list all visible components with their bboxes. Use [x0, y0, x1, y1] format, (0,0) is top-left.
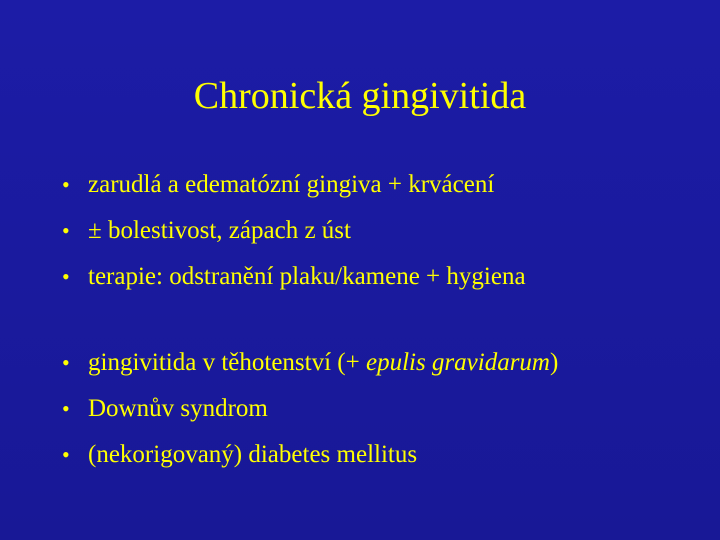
list-item — [0, 162, 720, 208]
list-item — [0, 340, 720, 386]
list-item — [0, 432, 720, 478]
list-item-text: ± bolestivost, zápach z úst — [88, 217, 351, 244]
bullet-icon: • — [62, 218, 70, 243]
list-item-text-prefix: gingivitida v těhotenství (+ — [88, 349, 366, 376]
list-item-text: zarudlá a edematózní gingiva + krvácení — [88, 171, 495, 198]
list-item-text-suffix: ) — [550, 349, 559, 376]
bullet-icon: • — [62, 350, 70, 375]
bullet-icon: • — [62, 442, 70, 467]
bullet-icon: • — [62, 396, 70, 421]
list-item-text: (nekorigovaný) diabetes mellitus — [88, 441, 418, 468]
list-item-text — [88, 340, 558, 386]
bullet-list-symptoms — [0, 162, 720, 300]
bullet-list-risk-factors — [0, 340, 720, 478]
list-item — [0, 254, 720, 300]
list-item-text-italic: epulis gravidarum — [365, 349, 550, 376]
list-item — [0, 208, 720, 254]
bullet-icon: • — [62, 264, 70, 289]
bullet-icon: • — [62, 172, 70, 197]
slide-title: Chronická gingivitida — [193, 75, 527, 117]
list-item — [0, 386, 720, 432]
list-item-text: terapie: odstranění plaku/kamene + hygiena — [88, 263, 526, 290]
list-item-text: Downův syndrom — [88, 395, 268, 422]
